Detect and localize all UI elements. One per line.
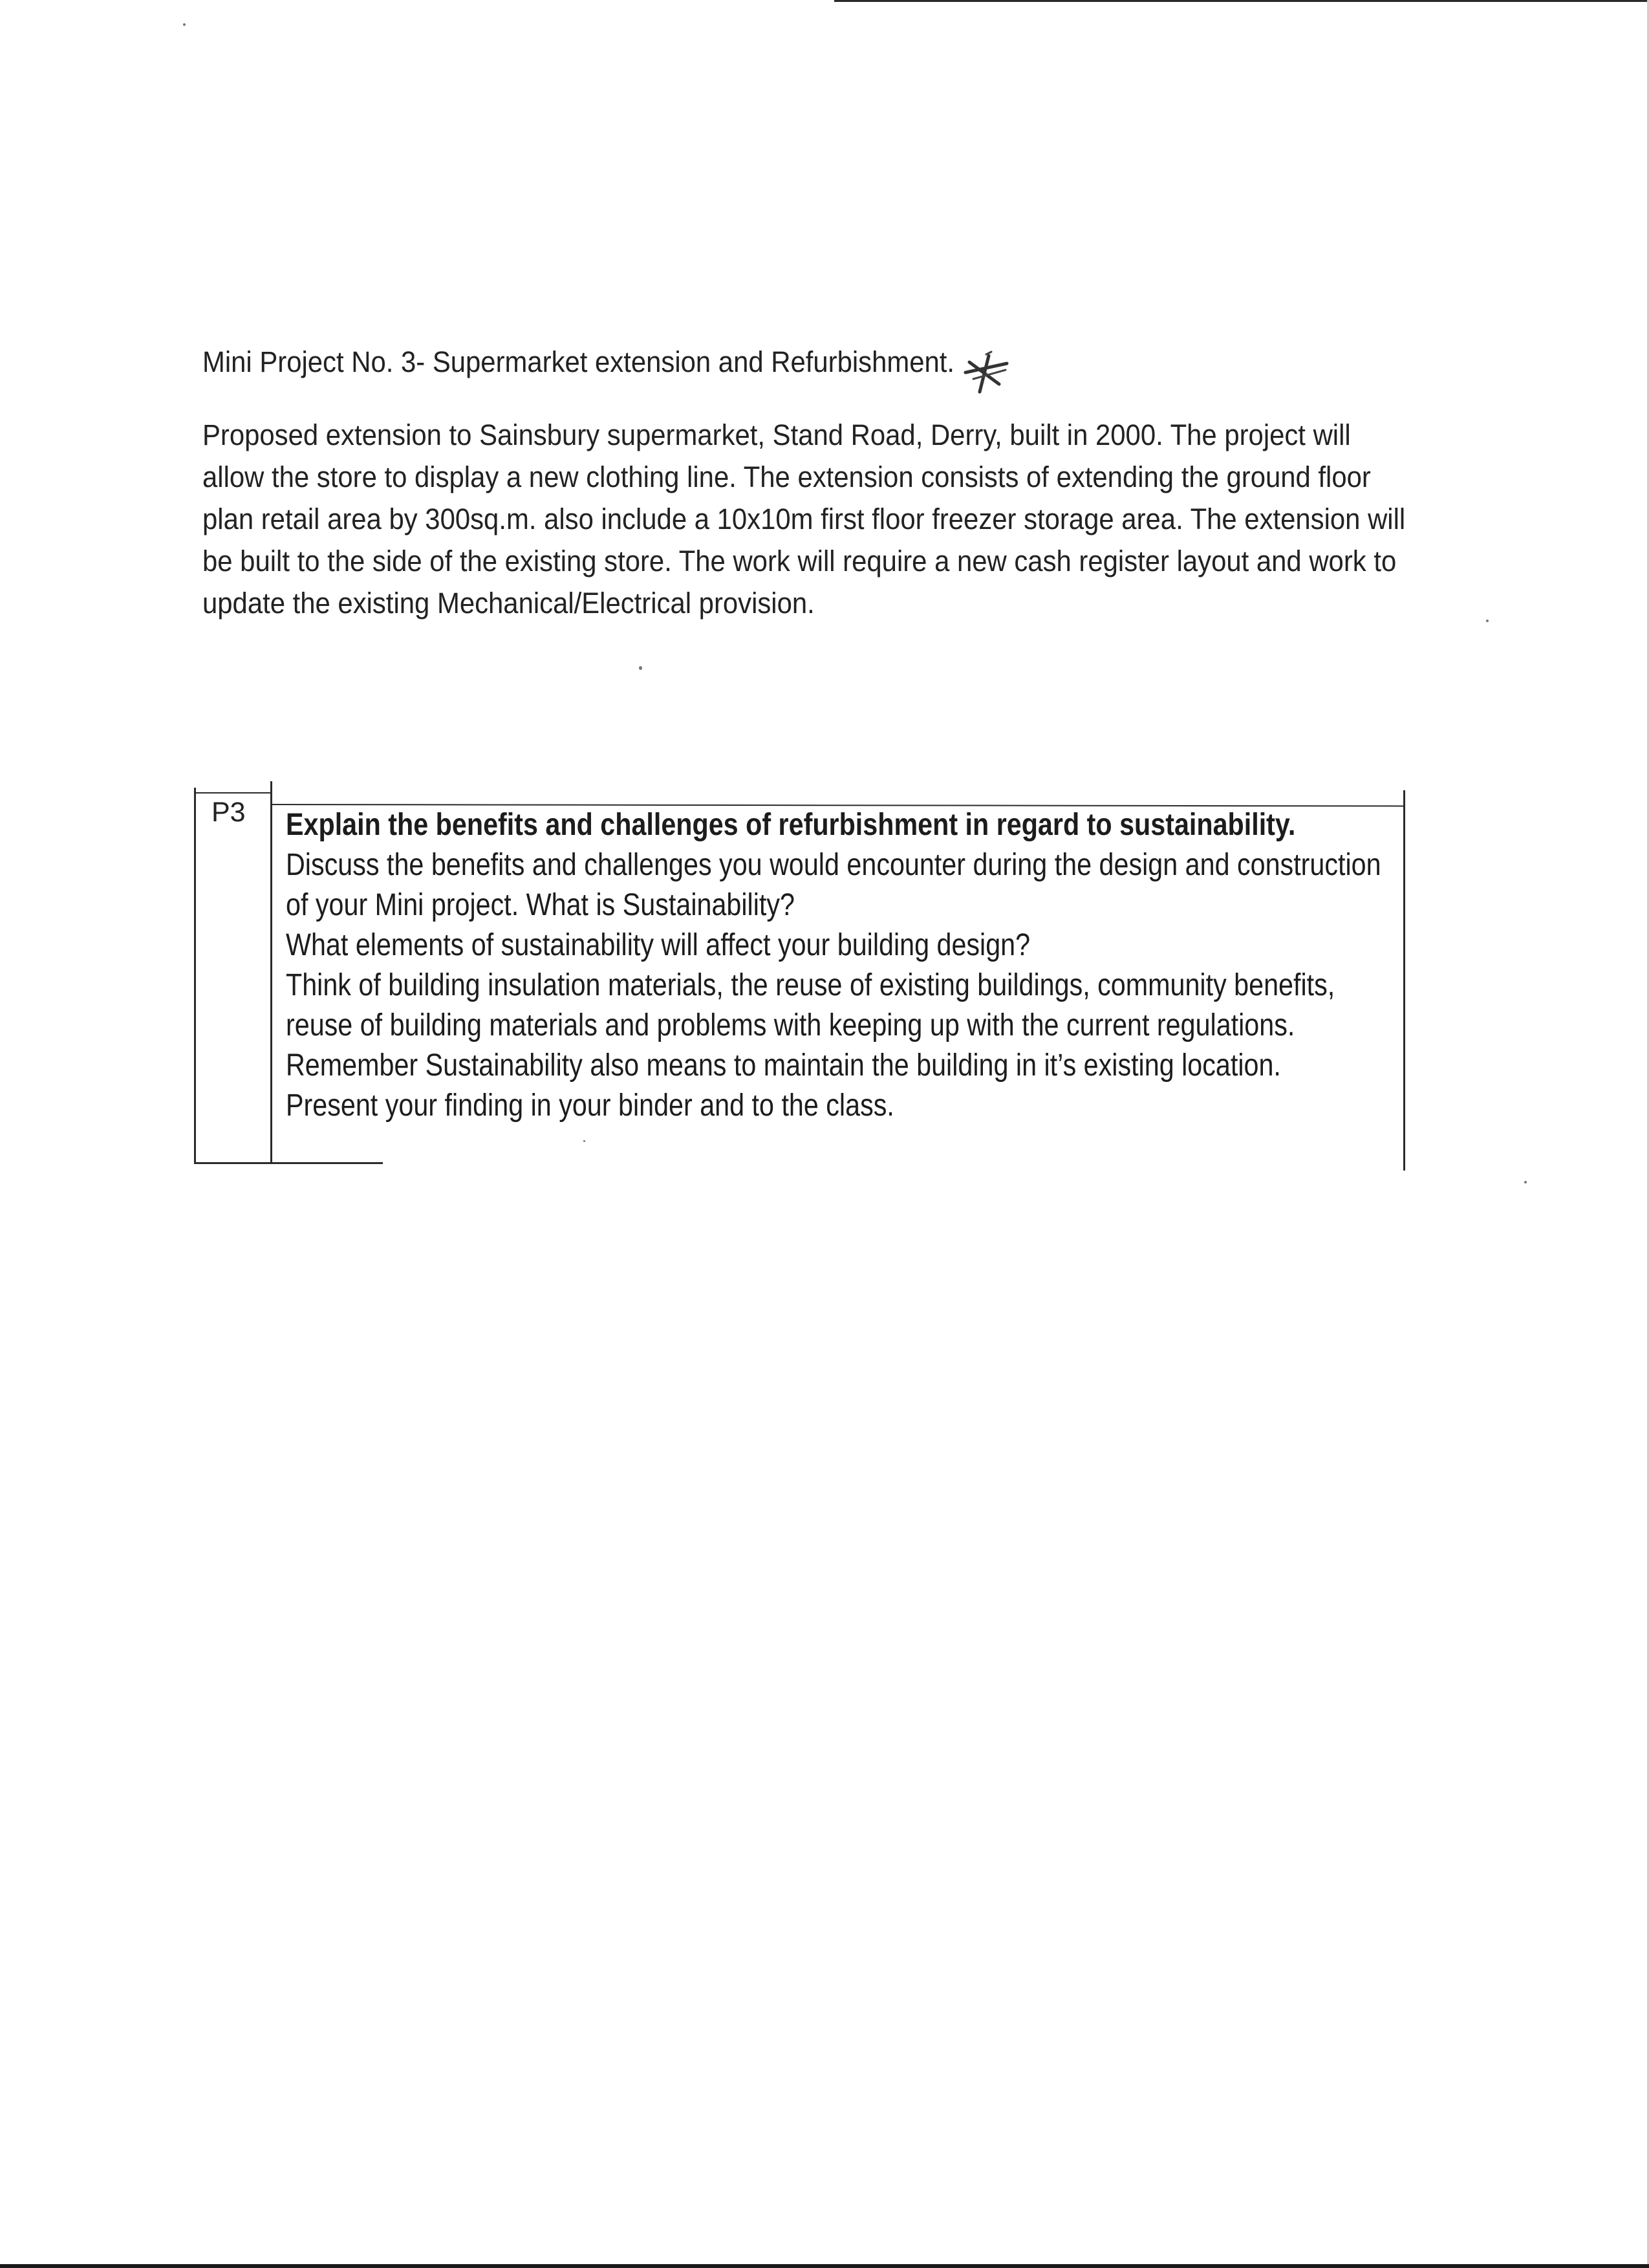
- task-line: Think of building insulation materials, the reuse of existing buildings, community benefits,: [286, 968, 1335, 1002]
- task-line: What elements of sustainability will affect your building design?: [286, 928, 1031, 962]
- scan-speck: [639, 666, 642, 670]
- description-line: Proposed extension to Sainsbury supermarket, Stand Road, Derry, built in 2000. The project will: [202, 418, 1351, 451]
- task-instructions: [286, 805, 1398, 1126]
- scan-speck: [183, 23, 186, 26]
- project-description: [202, 414, 1431, 624]
- description-line: plan retail area by 300sq.m. also include a 10x10m first floor freezer storage area. The extension will: [202, 502, 1406, 535]
- document-title: Mini Project No. 3- Supermarket extension and Refurbishment.: [202, 345, 955, 378]
- scan-edge-top: [834, 0, 1649, 2]
- scan-speck: [583, 1140, 585, 1142]
- table-left-border: [194, 788, 196, 1164]
- handwritten-asterisk-icon: [960, 351, 1012, 396]
- task-line: Remember Sustainability also means to maintain the building in it’s existing location.: [286, 1048, 1281, 1083]
- task-line: of your Mini project. What is Sustainability?: [286, 888, 795, 922]
- table-bottom-border: [194, 1162, 383, 1164]
- description-line: be built to the side of the existing store. The work will require a new cash register layout and work to: [202, 545, 1397, 578]
- table-top-border-left: [194, 792, 272, 794]
- description-line: update the existing Mechanical/Electrical provision.: [202, 587, 815, 620]
- scan-speck: [1486, 620, 1489, 622]
- task-code: P3: [211, 797, 246, 828]
- scan-speck: [1524, 1181, 1527, 1183]
- task-heading: Explain the benefits and challenges of refurbishment in regard to sustainability.: [286, 808, 1296, 842]
- description-line: allow the store to display a new clothing line. The extension consists of extending the ground floor: [202, 460, 1371, 493]
- task-line: Present your finding in your binder and to the class.: [286, 1088, 894, 1123]
- task-line: Discuss the benefits and challenges you would encounter during the design and construction: [286, 848, 1381, 882]
- task-line: reuse of building materials and problems with keeping up with the current regulations.: [286, 1008, 1295, 1042]
- scan-edge-bottom: [0, 2264, 1649, 2268]
- table-column-divider: [270, 781, 272, 1164]
- table-right-border: [1403, 790, 1405, 1171]
